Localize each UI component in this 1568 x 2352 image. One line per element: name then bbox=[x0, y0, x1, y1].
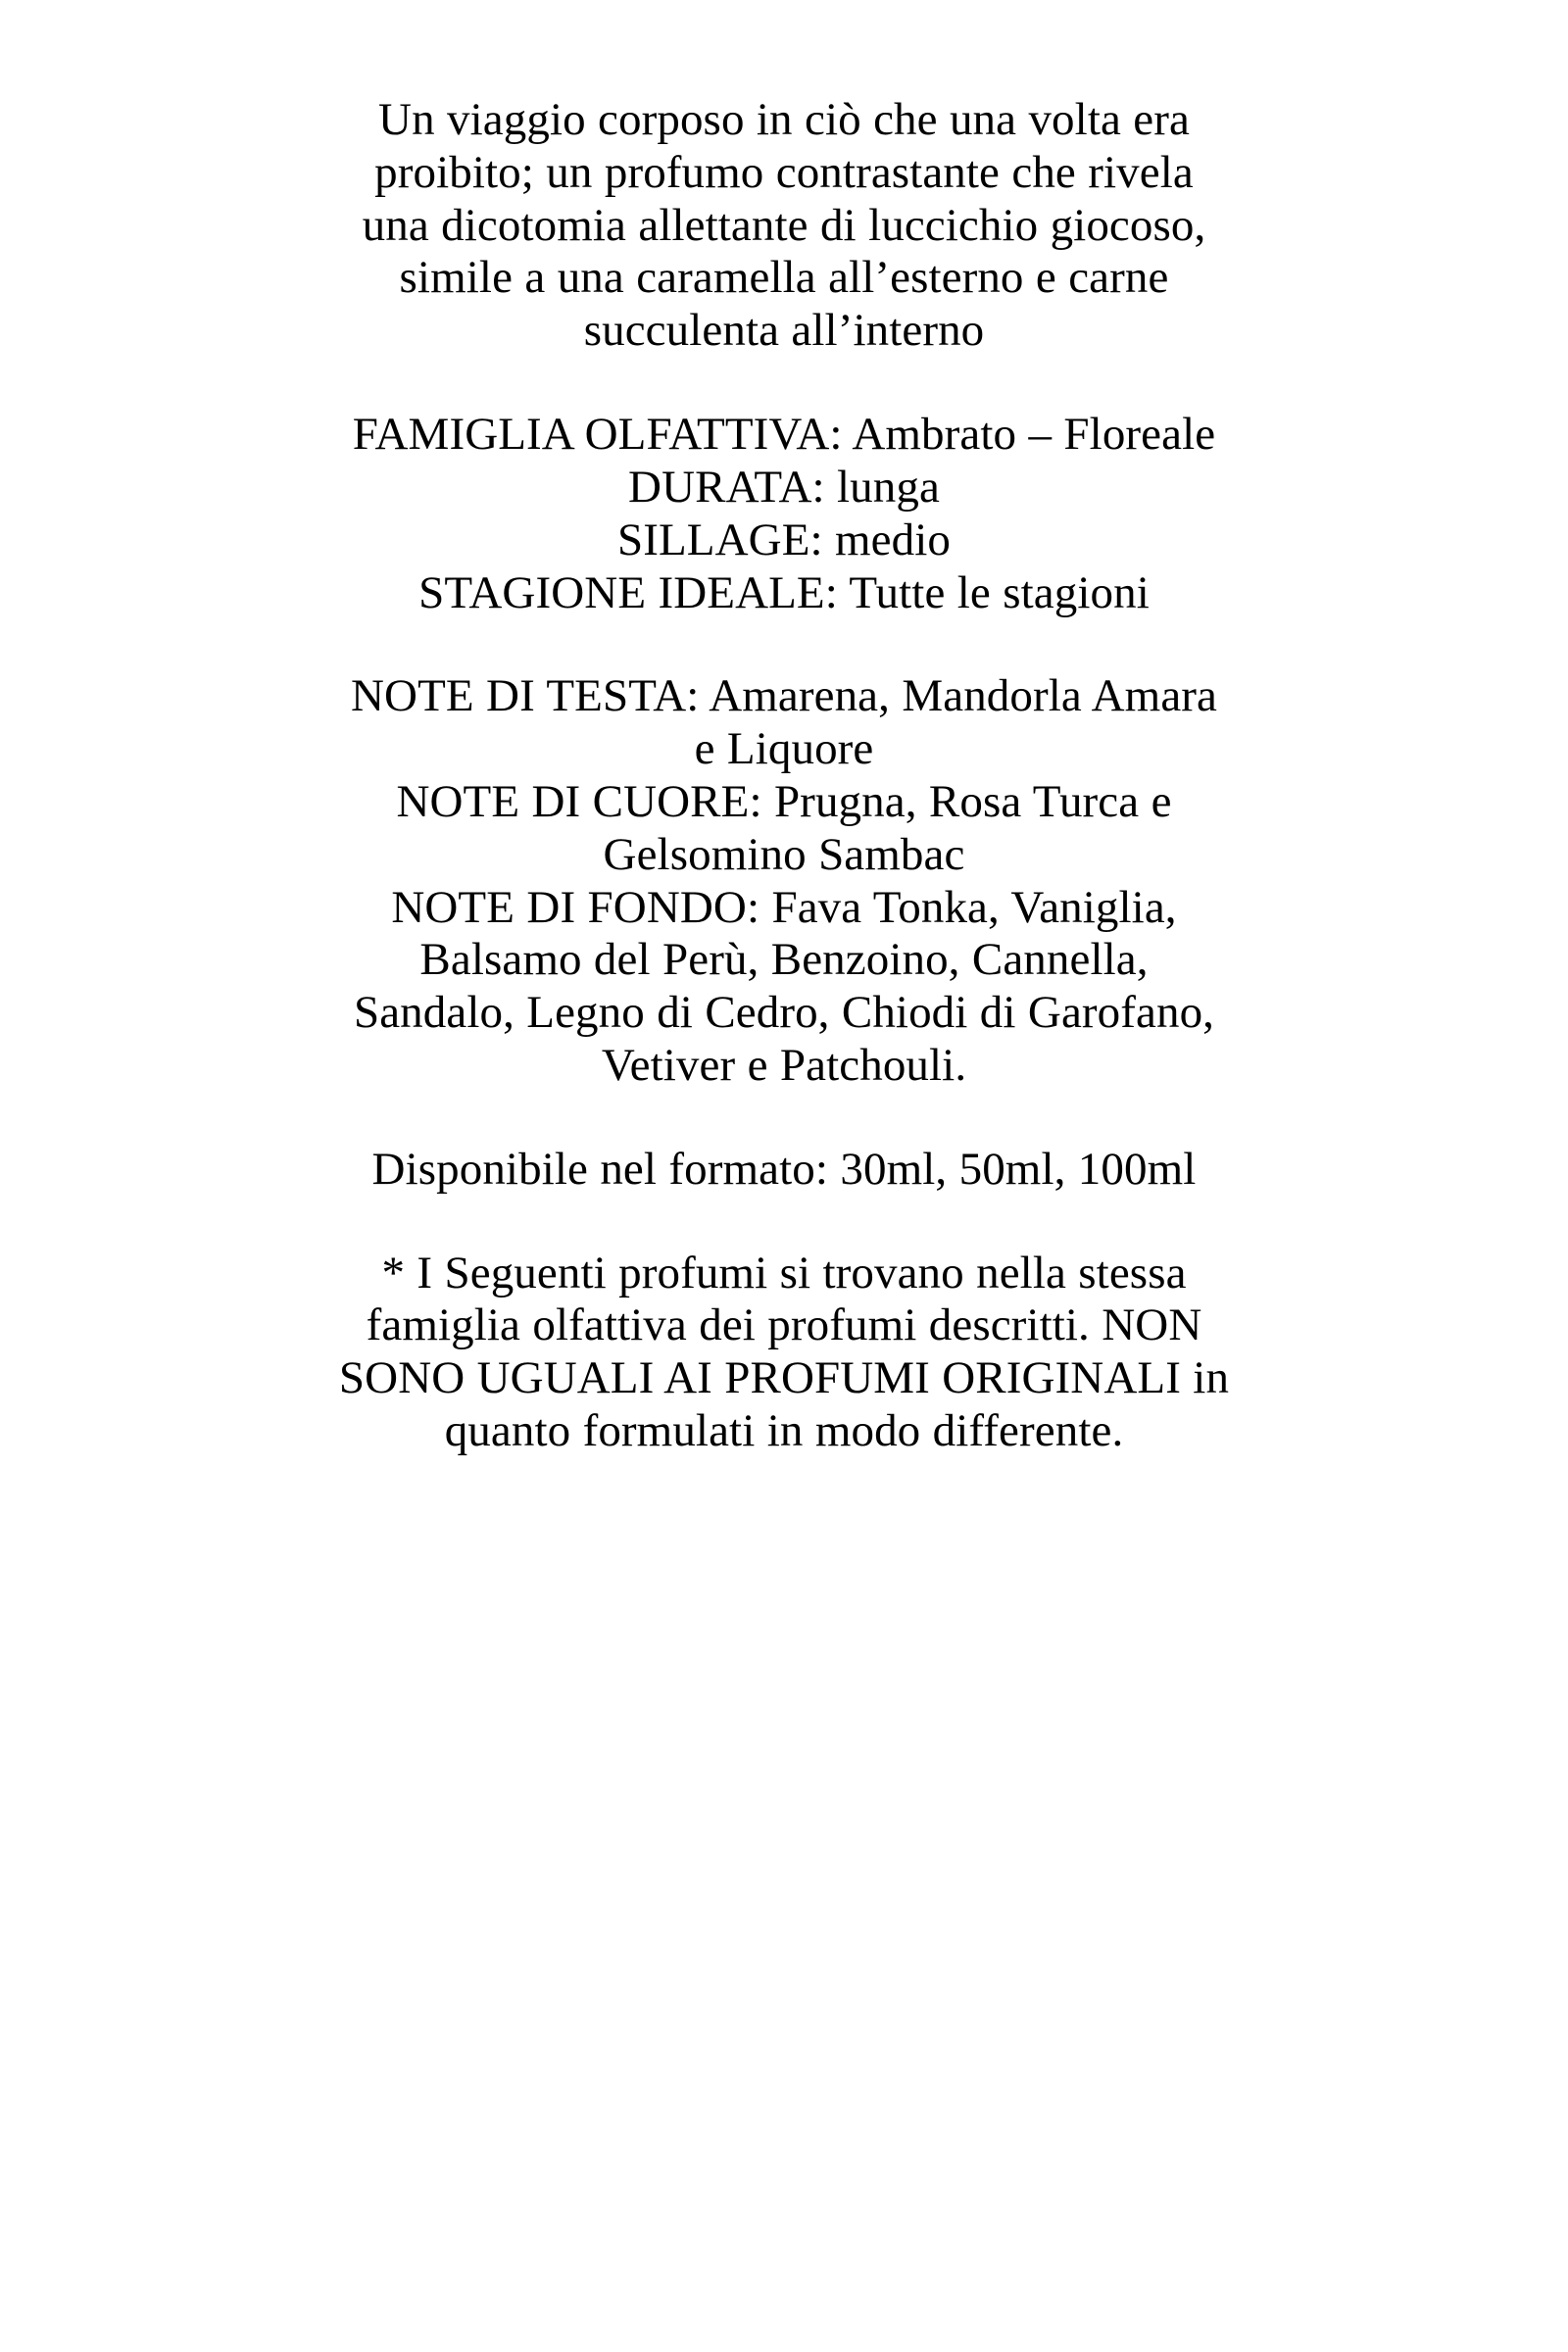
intro-line: una dicotomia allettante di luccichio giocoso, bbox=[362, 199, 1206, 251]
notes-paragraph bbox=[127, 670, 1441, 1093]
intro-line: Un viaggio corposo in ciò che una volta era bbox=[378, 94, 1190, 145]
disclaimer-line: famiglia olfattiva dei profumi descritti. NON bbox=[366, 1299, 1202, 1351]
note-line-testa: NOTE DI TESTA: Amarena, Mandorla Amara bbox=[351, 670, 1217, 722]
note-line-fondo-cont-1: Balsamo del Perù, Benzoino, Cannella, bbox=[419, 934, 1149, 986]
note-line-testa-cont: e Liquore bbox=[694, 723, 874, 775]
product-description-document bbox=[127, 94, 1441, 1458]
note-line-fondo-cont-2: Sandalo, Legno di Cedro, Chiodi di Garofano, bbox=[353, 987, 1215, 1039]
disclaimer-line: * I Seguenti profumi si trovano nella stessa bbox=[381, 1247, 1187, 1298]
disclaimer-line: SONO UGUALI AI PROFUMI ORIGINALI in bbox=[338, 1352, 1230, 1404]
intro-paragraph bbox=[127, 94, 1441, 358]
note-line-fondo: NOTE DI FONDO: Fava Tonka, Vaniglia, bbox=[391, 881, 1177, 933]
format-line: Disponibile nel formato: 30ml, 50ml, 100ml bbox=[371, 1143, 1197, 1195]
attribute-line-sillage: SILLAGE: medio bbox=[617, 514, 951, 565]
note-line-cuore-cont: Gelsomino Sambac bbox=[603, 828, 965, 880]
format-availability-paragraph bbox=[127, 1144, 1441, 1197]
disclaimer-paragraph bbox=[127, 1248, 1441, 1458]
attribute-line-famiglia-olfattiva: FAMIGLIA OLFATTIVA: Ambrato – Floreale bbox=[352, 409, 1216, 461]
disclaimer-line: quanto formulati in modo differente. bbox=[444, 1405, 1124, 1457]
note-line-cuore: NOTE DI CUORE: Prugna, Rosa Turca e bbox=[396, 775, 1172, 827]
attribute-line-durata: DURATA: lunga bbox=[628, 461, 940, 513]
note-line-fondo-cont-3: Vetiver e Patchouli. bbox=[601, 1040, 967, 1091]
attributes-paragraph bbox=[127, 409, 1441, 619]
intro-line: proibito; un profumo contrastante che rivela bbox=[374, 146, 1194, 198]
intro-line: succulenta all’interno bbox=[583, 305, 985, 357]
attribute-line-stagione-ideale: STAGIONE IDEALE: Tutte le stagioni bbox=[418, 566, 1150, 618]
intro-line: simile a una caramella all’esterno e carne bbox=[399, 252, 1169, 304]
